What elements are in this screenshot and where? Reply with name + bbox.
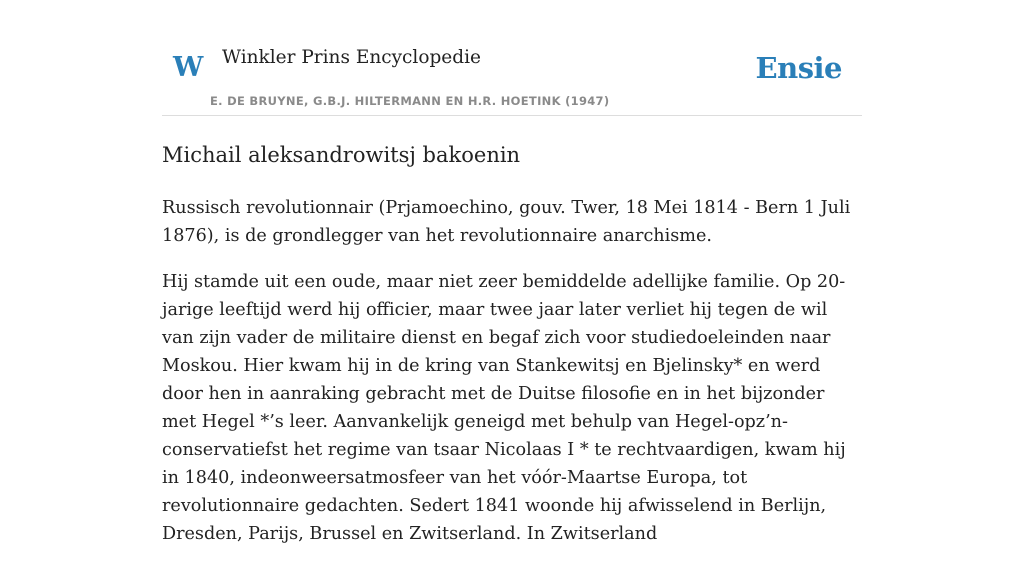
header bbox=[162, 40, 862, 116]
ensie-logo[interactable]: Ensie bbox=[755, 51, 842, 85]
book-authors: E. DE BRUYNE, G.B.J. HILTERMANN EN H.R. HOETINK (1947) bbox=[210, 94, 610, 108]
winkler-prins-logo-icon[interactable]: W bbox=[173, 52, 204, 83]
article-title: Michail aleksandrowitsj bakoenin bbox=[162, 143, 521, 167]
article-paragraph: Hij stamde uit een oude, maar niet zeer bemiddelde adellijke familie. Op 20-jarige leeftijd werd hij officier, maar twee jaar later verliet hij tegen de wil van zijn vader de militaire dienst en begaf zich voor studiedoeleinden naar Moskou. Hier kwam hij in de kring van Stankewitsj en Bjelinsky* en werd door hen in aanraking gebracht met de Duitse filosofie en in het bijzonder met Hegel *’s leer. Aanvankelijk geneigd met behulp van Hegel-opz’n-conservatiefst het regime van tsaar Nicolaas I * te rechtvaardigen, kwam hij in 1840, indeonweersatmosfeer van het vóór-Maartse Europa, tot revolutionnaire gedachten. Sedert 1841 woonde hij afwisselend in Berlijn, Dresden, Parijs, Brussel en Zwitserland. In Zwitserland bbox=[162, 272, 846, 544]
article-paragraph: Russisch revolutionnair (Prjamoechino, gouv. Twer, 18 Mei 1814 - Bern 1 Juli 1876), is de grondlegger van het revolutionnaire anarchisme. bbox=[162, 198, 851, 246]
article bbox=[162, 138, 862, 566]
book-title-link[interactable]: Winkler Prins Encyclopedie bbox=[222, 47, 481, 68]
